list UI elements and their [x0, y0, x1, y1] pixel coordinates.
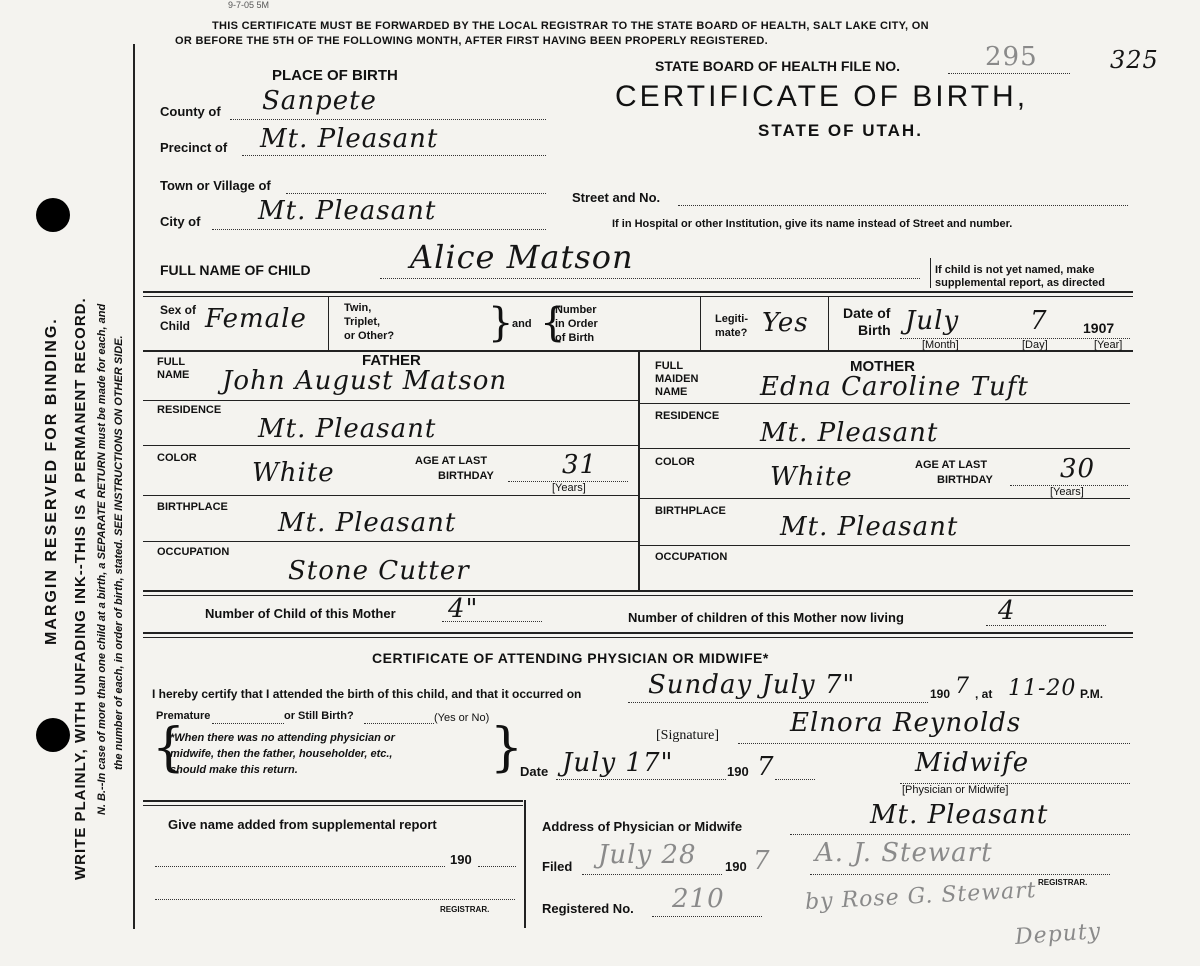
cert-date-value: July 17"	[562, 748, 674, 778]
supplemental-label: Give name added from supplemental report	[168, 817, 437, 832]
city-label: City of	[160, 214, 201, 229]
precinct-label: Precinct of	[160, 140, 228, 155]
town-line	[286, 192, 546, 194]
file-no-label: STATE BOARD OF HEALTH FILE NO.	[655, 58, 900, 74]
rule-counts-top-2	[143, 595, 1133, 596]
binding-hole-top	[36, 198, 70, 232]
dob-day: 7	[1030, 306, 1048, 336]
supplemental-line	[155, 865, 445, 867]
mother-rule-1	[640, 403, 1130, 404]
mother-heading: MOTHER	[850, 358, 915, 375]
living-label: Number of children of this Mother now living	[628, 610, 904, 625]
day-label: [Day]	[1022, 339, 1048, 351]
deputy-signature: by Rose G. Stewart	[804, 877, 1038, 916]
deputy-title: Deputy	[1014, 919, 1102, 950]
margin-note-2: the number of each, in order of birth, stated. SEE INSTRUCTIONS ON OTHER SIDE.	[113, 335, 125, 770]
name-note-divider	[930, 258, 931, 288]
mother-residence-label: RESIDENCE	[655, 410, 720, 422]
father-full-label-2: NAME	[157, 369, 190, 381]
premature-label: Premature	[156, 710, 211, 722]
signature-value: Elnora Reynolds	[790, 708, 1022, 738]
mother-rule-4	[640, 545, 1130, 546]
filed-year: 7	[753, 846, 771, 876]
rule-counts-top	[143, 590, 1133, 592]
order-divider	[700, 297, 701, 350]
father-age: 31	[562, 450, 598, 480]
father-birthplace: Mt. Pleasant	[278, 508, 457, 538]
filed-value: July 28	[598, 840, 697, 870]
address-label: Address of Physician or Midwife	[542, 819, 743, 834]
order-label-1: Number	[555, 304, 597, 316]
year-label: [Year]	[1094, 339, 1123, 351]
rule-supplemental-top	[143, 800, 523, 802]
mother-residence: Mt. Pleasant	[760, 418, 939, 448]
notice-line-2: OR BEFORE THE 5TH OF THE FOLLOWING MONTH, AFTER FIRST HAVING BEEN PROPERLY REGISTERED.	[175, 35, 768, 47]
mother-age-label-2: BIRTHDAY	[937, 474, 993, 486]
corner-number: 325	[1110, 46, 1159, 74]
month-label: [Month]	[922, 339, 959, 351]
margin-binding-text: MARGIN RESERVED FOR BINDING.	[43, 317, 60, 645]
registrar-line	[810, 873, 1110, 875]
town-label: Town or Village of	[160, 178, 271, 193]
cert-date-line	[556, 778, 726, 780]
address-value: Mt. Pleasant	[870, 800, 1049, 830]
living-value: 4	[998, 596, 1016, 626]
county-label: County of	[160, 104, 221, 119]
father-rule-4	[143, 541, 638, 542]
twin-label-3: or Other?	[344, 330, 395, 342]
father-color: White	[252, 458, 335, 488]
sex-divider	[328, 297, 329, 350]
dob-label-2: Birth	[858, 322, 891, 338]
margin-ink-text: WRITE PLAINLY, WITH UNFADING INK--THIS IS A PERMANENT RECORD.	[72, 297, 89, 880]
place-of-birth-heading: PLACE OF BIRTH	[272, 67, 398, 84]
city-line	[212, 228, 546, 230]
rule-child-top	[143, 291, 1133, 293]
notice-line-1: THIS CERTIFICATE MUST BE FORWARDED BY THE LOCAL REGISTRAR TO THE STATE BOARD OF HEALTH, SALT LAKE CITY, ON	[212, 20, 929, 32]
mother-age: 30	[1060, 454, 1096, 484]
twin-brace: }	[488, 300, 514, 346]
mother-full-label-3: NAME	[655, 386, 688, 398]
signature-line	[738, 742, 1130, 744]
note-brace-right: }	[490, 718, 524, 778]
registered-value: 210	[672, 884, 725, 914]
father-rule-1	[143, 400, 638, 401]
margin-line	[133, 44, 135, 929]
filed-label: Filed	[542, 859, 573, 874]
parents-divider	[638, 352, 640, 590]
mother-color-label: COLOR	[655, 456, 695, 468]
occurred-line	[628, 701, 928, 703]
supplemental-year-line	[478, 865, 516, 867]
premature-line	[212, 722, 284, 724]
order-label-2: in Order	[555, 318, 598, 330]
at-label: , at	[975, 687, 993, 701]
signature-label: [Signature]	[656, 728, 719, 743]
mother-rule-2	[640, 448, 1130, 449]
sex-value: Female	[205, 304, 307, 334]
county-value: Sanpete	[262, 86, 377, 116]
county-line	[230, 118, 546, 120]
physician-heading: CERTIFICATE OF ATTENDING PHYSICIAN OR MIDWIFE*	[372, 650, 769, 666]
still-birth-label: or Still Birth?	[284, 710, 354, 722]
sex-label-1: Sex of	[160, 303, 197, 317]
legit-label-1: Legiti-	[715, 313, 748, 325]
twin-label-2: Triplet,	[344, 316, 381, 328]
mother-occupation-label: OCCUPATION	[655, 551, 728, 563]
registered-label: Registered No.	[542, 901, 634, 916]
physician-title: Midwife	[915, 748, 1030, 778]
father-name: John August Matson	[222, 366, 508, 396]
father-rule-3	[143, 495, 638, 496]
street-line	[678, 204, 1128, 206]
father-residence-label: RESIDENCE	[157, 404, 222, 416]
birth-year-prefix: 190	[930, 687, 951, 701]
margin-note-1: N. B.--In case of more than one child at a birth, a SEPARATE RETURN must be made for each, and	[96, 303, 108, 815]
child-name-label: FULL NAME OF CHILD	[160, 262, 311, 278]
cert-date-label: Date	[520, 764, 549, 779]
mother-color: White	[770, 462, 853, 492]
cert-date-year: 7	[757, 752, 775, 782]
cert-date-year-line	[775, 778, 815, 780]
birth-time: 11-20	[1008, 676, 1077, 701]
still-birth-line	[364, 722, 434, 724]
unnamed-note-1: If child is not yet named, make	[935, 264, 1095, 276]
mother-years-label: [Years]	[1050, 486, 1084, 498]
child-name-value: Alice Matson	[410, 238, 634, 276]
yes-no-label: (Yes or No)	[434, 712, 490, 724]
father-residence: Mt. Pleasant	[258, 414, 437, 444]
hospital-note: If in Hospital or other Institution, give its name instead of Street and number.	[612, 218, 1013, 230]
father-occupation-label: OCCUPATION	[157, 546, 230, 558]
rule-counts-bottom	[143, 632, 1133, 634]
filed-year-prefix: 190	[725, 859, 747, 874]
child-number-value: 4"	[448, 594, 479, 624]
sex-label-2: Child	[160, 319, 190, 333]
binding-hole-bottom	[36, 718, 70, 752]
father-age-label-2: BIRTHDAY	[438, 470, 494, 482]
and-label: and	[512, 318, 532, 330]
child-name-line	[380, 277, 920, 279]
mother-age-label-1: AGE AT LAST	[915, 459, 988, 471]
cert-date-year-prefix: 190	[727, 764, 749, 779]
physician-title-label: [Physician or Midwife]	[902, 784, 1009, 796]
rule-counts-bottom-2	[143, 637, 1133, 638]
certificate-title: CERTIFICATE OF BIRTH,	[615, 80, 1029, 113]
father-age-label-1: AGE AT LAST	[415, 455, 488, 467]
order-brace: {	[540, 300, 566, 346]
address-line	[790, 833, 1130, 835]
physician-note-2: midwife, then the father, householder, etc.,	[170, 748, 393, 760]
registrar-name: A. J. Stewart	[815, 838, 993, 868]
mother-birthplace-label: BIRTHPLACE	[655, 505, 726, 517]
registered-line	[652, 915, 762, 917]
twin-label-1: Twin,	[344, 302, 372, 314]
occurred-value: Sunday July 7"	[648, 670, 856, 700]
state-title: STATE OF UTAH.	[758, 121, 923, 140]
order-label-3: of Birth	[555, 332, 595, 344]
dob-label-1: Date of	[843, 305, 891, 321]
legit-divider	[828, 297, 829, 350]
supplemental-divider	[524, 800, 526, 928]
precinct-line	[242, 154, 546, 156]
physician-note-1: *When there was no attending physician or	[170, 732, 395, 744]
mother-rule-3	[640, 498, 1130, 499]
supplemental-registrar: REGISTRAR.	[440, 905, 490, 914]
rule-child-top-2	[143, 296, 1133, 297]
registrar-label: REGISTRAR.	[1038, 878, 1088, 887]
dob-month: July	[905, 306, 960, 336]
mother-name: Edna Caroline Tuft	[760, 372, 1029, 402]
father-heading: FATHER	[362, 352, 421, 369]
city-value: Mt. Pleasant	[258, 196, 437, 226]
father-color-label: COLOR	[157, 452, 197, 464]
supplemental-year: 190	[450, 852, 472, 867]
note-brace-left: {	[152, 718, 186, 778]
file-no-value: 295	[985, 42, 1038, 72]
print-stamp: 9-7-05 5M	[228, 0, 270, 10]
birth-year-digit: 7	[955, 674, 970, 699]
ampm: P.M.	[1080, 687, 1104, 701]
father-occupation: Stone Cutter	[288, 556, 470, 586]
street-label: Street and No.	[572, 190, 661, 205]
filed-line	[582, 873, 722, 875]
dob-year: 1907	[1083, 320, 1115, 336]
supplemental-registrar-line	[155, 898, 515, 900]
legit-label-2: mate?	[715, 327, 748, 339]
father-years-label: [Years]	[552, 482, 586, 494]
rule-supplemental-top-2	[143, 805, 523, 806]
unnamed-note-2: supplemental report, as directed	[935, 277, 1105, 289]
father-birthplace-label: BIRTHPLACE	[157, 501, 228, 513]
precinct-value: Mt. Pleasant	[260, 124, 439, 154]
certify-text: I hereby certify that I attended the birth of this child, and that it occurred on	[152, 687, 582, 701]
mother-birthplace: Mt. Pleasant	[780, 512, 959, 542]
physician-note-3: should make this return.	[170, 764, 298, 776]
legit-value: Yes	[762, 308, 809, 338]
mother-full-label-1: FULL	[655, 360, 684, 372]
child-number-label: Number of Child of this Mother	[205, 606, 396, 621]
file-no-line	[948, 72, 1070, 74]
father-full-label-1: FULL	[157, 356, 186, 368]
mother-full-label-2: MAIDEN	[655, 373, 699, 385]
father-rule-2	[143, 445, 638, 446]
